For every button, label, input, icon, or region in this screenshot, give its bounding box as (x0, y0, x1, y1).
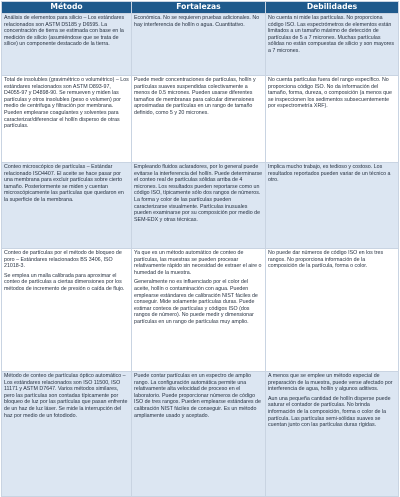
cell-fortalezas (132, 249, 266, 372)
cell-text: Económica. No se requieren pruebas adicionales. No hay interferencia de hollín o agua. Cuantitativo. (134, 15, 260, 28)
cell-text: Aun una pequeña cantidad de hollín disperse puede saturar el contador de partículas. No brinda información de la composición, forma o color de la partícula. Las partículas semi-sólidas suaves se cuentan junto con las partículas duras rígidas. (268, 395, 391, 429)
cell-fortalezas (132, 76, 266, 163)
cell-text: Total de insolubles (gravimétrico o volumétrico) – Los estándares relacionados son ASTM D893-97, D4055-97 y D4898-90. Se remueven y miden las partículas y otros insolubles (peso o volumen) por medio de centrifuga y filtración por membrana. Pueden emplearse coagulantes y solventes para caracterizar/diferenciar el hollín disperso de otras partículas. (4, 77, 129, 130)
comparison-table (1, 1, 399, 497)
cell-metodo (2, 163, 132, 249)
cell-text: No cuenta ni mide las partículas. No proporciona código ISO. Las espectrómetros de elementos están limitados a un tamaño máximo de detección de partículas de 5 a 7 micrones. Muchas partículas sólidas no están compuestas de silicio y son mayores a 7 micrones. (268, 15, 395, 54)
cell-fortalezas (132, 14, 266, 76)
cell-text: Puede medir concentraciones de partículas, hollín y partículas suaves suspendidas colectivamente a menos de 0.5 micrones. Pueden usarse diferentes tamaños de membranas para calcular dimensiones aproximadas de partículas en un rango de tamaño definido, como 5 y 20 micrones. (134, 77, 256, 116)
table-row (2, 372, 399, 497)
table-row (2, 163, 399, 249)
cell-text: Puede contar partículas en un espectro de amplio rango. La configuración automática permite una relativamente alta velocidad de proceso en el laboratorio. Puede proporcionar números de código ISO de tres rangos. Pueden emplearse estándares de calibración NIST fáciles de conseguir. Es un método ampliamente usado y aceptado. (134, 373, 261, 419)
cell-metodo (2, 14, 132, 76)
cell-metodo (2, 372, 132, 497)
cell-text: Empleando fluidos aclaradores, por lo general puede evitarse la interferencia del hollín. Puede determinarse el conteo real de partículas sólidas arriba de 4 micrones. Los resultados pueden reportarse como un código ISO, típicamente sólo dos rangos de números. La forma y color de las partículas pueden caracterizarse visualmente. Partículas inusuales pueden examinarse por su composición por medio de SEM-EDX y otras técnicas. (134, 164, 263, 223)
header-debilidades: Debilidades (266, 2, 399, 14)
cell-text: Conteo microscópico de partículas – Estándar relacionado ISO4407. El aceite se hace pasar por una membrana para excluir partículas sobre cierto tamaño. Posteriormente se miden y cuentan microscópicamente las partículas que quedaron en la superficie de la membrana. (4, 164, 124, 203)
cell-text: No puede dar números de código ISO en los tres rangos. No proporciona información de la composición de la partícula, forma o color. (268, 250, 384, 270)
cell-debilidades (266, 76, 399, 163)
cell-debilidades (266, 14, 399, 76)
cell-metodo (2, 76, 132, 163)
cell-text: Generalmente no es influenciado por el color del aceite, hollín o contaminación con agua. Pueden emplearse estándares de calibración NIST fáciles de conseguir. Mide solamente partículas duras. Puede estimar conteos de partículas y códigos ISO (dos rangos de número). No puede medir y dimensionar partículas en un rango de partículas muy amplio. (134, 279, 258, 325)
cell-debilidades (266, 163, 399, 249)
cell-fortalezas (132, 372, 266, 497)
cell-text: Implica mucho trabajo, es tedioso y costoso. Los resultados reportados pueden variar de un técnico a otro. (268, 164, 391, 184)
cell-debilidades (266, 249, 399, 372)
header-fortalezas: Fortalezas (132, 2, 266, 14)
cell-fortalezas (132, 163, 266, 249)
header-metodo: Método (2, 2, 132, 14)
cell-text: No cuenta partículas fuera del rango específico. No proporciona código ISO. No da información del tamaño, forma, dureza, o composición (a menos que se inspeccionen los sedimentos subsecuentemente por espectrometría XRF). (268, 77, 392, 110)
table-row (2, 249, 399, 372)
cell-metodo (2, 249, 132, 372)
table-row (2, 14, 399, 76)
cell-debilidades (266, 372, 399, 497)
header-row (2, 2, 399, 14)
table-body (2, 14, 399, 497)
cell-text: Ya que es un método automático de conteo de partículas, las muestras se pueden procesar relativamente rápido sin necesidad de extraer el aire o humedad de la muestra. (134, 250, 262, 276)
cell-text: Conteo de partículas por el método de bloqueo de poro – Estándares relacionados BS 3406, ISO 21018-3. (4, 250, 122, 270)
cell-text: A menos que se emplee un método especial de preparación de la muestra, puede verse afectado por interferencia de agua, hollín y algunos aditivos. (268, 373, 393, 393)
table-row (2, 76, 399, 163)
cell-text: Se emplea un malla calibrada para aproximar el conteo de partículas a ciertas dimensiones por los métodos de incremento de presión o caída de flujo. (4, 272, 125, 292)
table-header (2, 2, 399, 14)
cell-text: Análisis de elementos para silicio – Los estándares relacionados son ASTM D5185 y D6595. La concentración de tierra se estimada con base en la medición de silicio (asumiéndose que se trata de sílice) un componente destacado de la tierra. (4, 15, 125, 48)
cell-text: Método de conteo de partículas óptico automático – Los estándares relacionados son ISO 11500, ISO 11171 y ASTM D7647. Varios métodos similares, pero las partículas son contadas típicamente por bloqueo de luz por las partículas que pasan enfrente de un haz de luz láser. Se mide la interrupción del haz por medio de un fotodiodo. (4, 373, 128, 419)
